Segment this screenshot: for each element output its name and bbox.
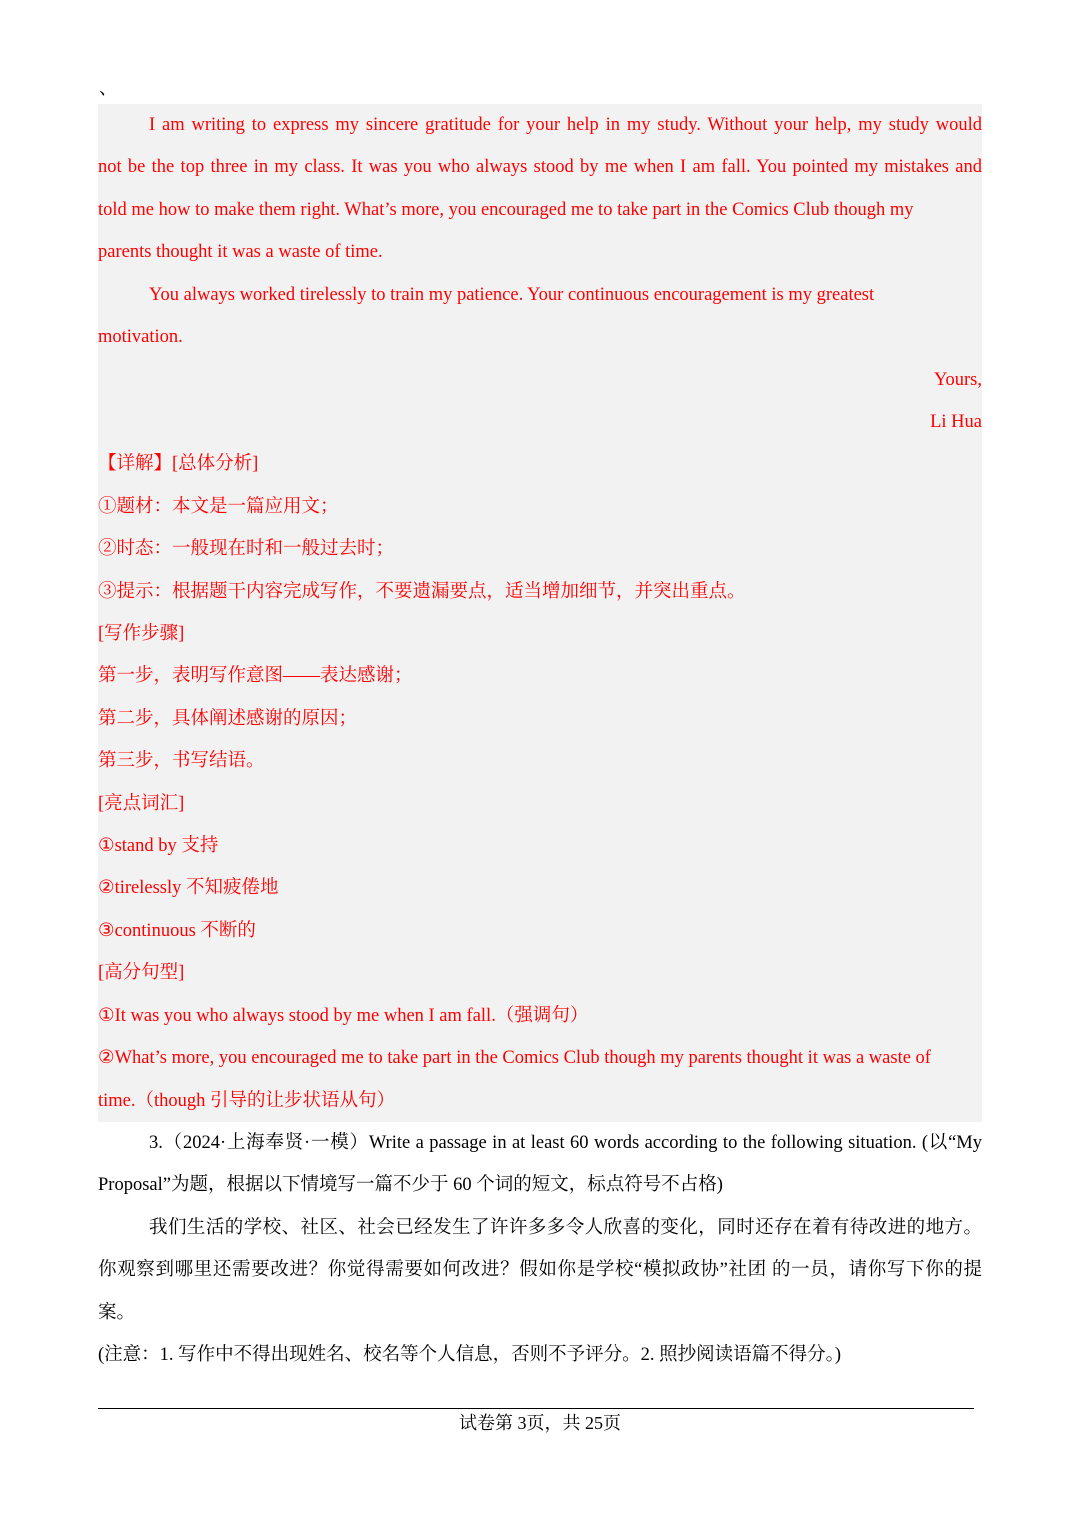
question-3-note: (注意：1. 写作中不得出现姓名、校名等个人信息，否则不予评分。2. 照抄阅读语篇不得分。) (98, 1345, 842, 1365)
letter-line: I am writing to express my sincere gratitude for your help in my study. Without your help, my study would (149, 115, 982, 135)
letter-line: not be the top three in my class. It was you who always stood by me when I am fall. You pointed my mistakes and (98, 157, 982, 177)
page-number: 试卷第 3页，共 25页 (459, 1413, 621, 1433)
vocab-item: ②tirelessly 不知疲倦地 (98, 878, 279, 898)
step-item: 第三步，书写结语。 (98, 751, 265, 771)
letter-closing: Yours, (934, 370, 982, 390)
vocab-item: ③continuous 不断的 (98, 921, 256, 941)
analysis-item: ①题材：本文是一篇应用文； (98, 497, 339, 517)
sentence-heading: [高分句型] (98, 963, 185, 983)
steps-heading: [写作步骤] (98, 624, 185, 644)
question-3-line: 你观察到哪里还需要改进？你觉得需要如何改进？假如你是学校“模拟政协”社团 的一员，请你写下你的提 (98, 1260, 982, 1280)
vocab-heading: [亮点词汇] (98, 794, 185, 814)
analysis-item: ③提示：根据题干内容完成写作，不要遗漏要点，适当增加细节，并突出重点。 (98, 582, 746, 602)
letter-line: told me how to make them right. What’s more, you encouraged me to take part in the Comics Club though my (98, 200, 914, 220)
sentence-item: time.（though 引导的让步状语从句） (98, 1091, 396, 1111)
sentence-item: ①It was you who always stood by me when I am fall.（强调句） (98, 1006, 589, 1026)
vocab-item: ①stand by 支持 (98, 836, 219, 856)
letter-line: You always worked tirelessly to train my patience. Your continuous encouragement is my greatest (149, 285, 875, 305)
question-3-line: Proposal”为题，根据以下情境写一篇不少于 60 个词的短文，标点符号不占格) (98, 1175, 723, 1195)
sentence-item: ②What’s more, you encouraged me to take part in the Comics Club though my parents thought it was a waste of (98, 1048, 931, 1068)
letter-signature: Li Hua (930, 412, 982, 432)
letter-line: parents thought it was a waste of time. (98, 242, 383, 262)
stray-mark: 、 (99, 78, 117, 98)
analysis-item: ②时态：一般现在时和一般过去时； (98, 539, 395, 559)
question-3-line: 3.（2024·上海奉贤·一模）Write a passage in at least 60 words according to the following situation. (以“My (149, 1133, 982, 1153)
letter-line: motivation. (98, 327, 183, 347)
step-item: 第一步，表明写作意图——表达感谢； (98, 666, 413, 686)
question-3-line: 我们生活的学校、社区、社会已经发生了许许多多令人欣喜的变化，同时还存在着有待改进的地方。 (149, 1218, 982, 1238)
analysis-heading: 【详解】[总体分析] (98, 454, 259, 474)
question-3-line: 案。 (98, 1303, 136, 1323)
step-item: 第二步，具体阐述感谢的原因； (98, 709, 358, 729)
